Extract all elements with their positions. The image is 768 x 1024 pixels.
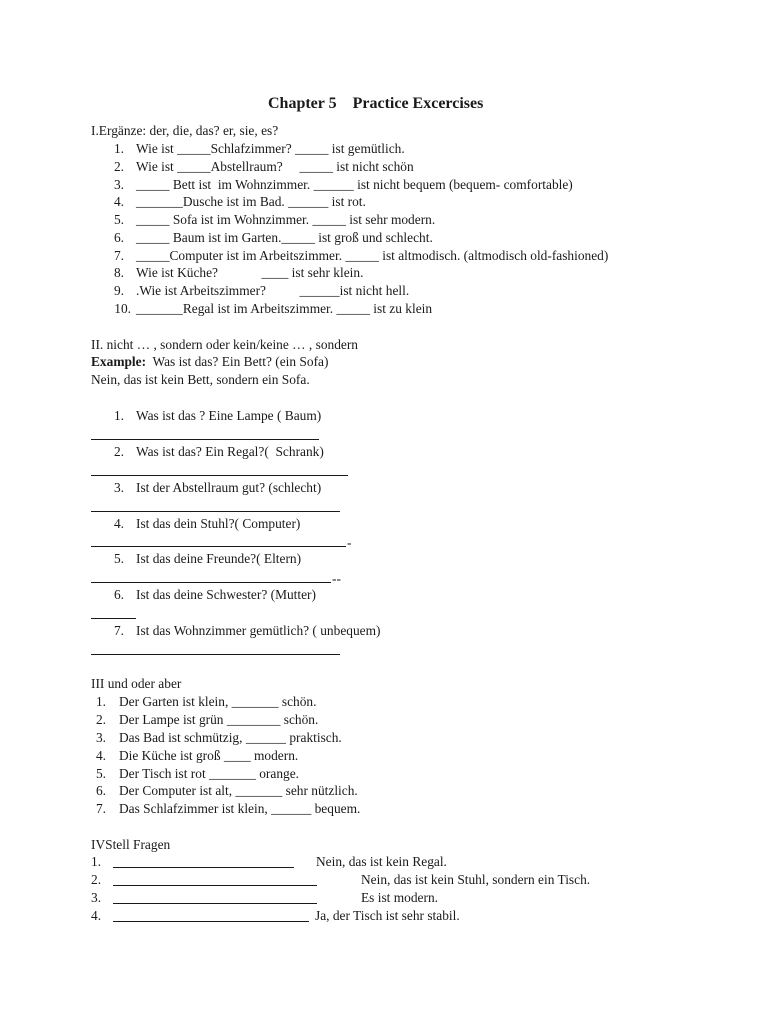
s2-item-text: Ist der Abstellraum gut? (schlecht) bbox=[136, 480, 322, 495]
s1-item-text: _____Computer ist im Arbeitszimmer. _____ ist altmodisch. (altmodisch old-fashioned) bbox=[136, 248, 609, 263]
s1-item-text: Wie ist Küche? ____ ist sehr klein. bbox=[136, 265, 364, 280]
s2-item-number: 5. bbox=[113, 551, 124, 566]
s2-item-number: 2. bbox=[113, 444, 124, 459]
s4-item-text: Ja, der Tisch ist sehr stabil. bbox=[315, 908, 460, 923]
s2-item-number: 3. bbox=[113, 480, 124, 495]
s1-item-text: _______Regal ist im Arbeitszimmer. _____ ist zu klein bbox=[136, 301, 433, 316]
s3-item-text: Der Lampe ist grün ________ schön. bbox=[119, 712, 319, 727]
s1-item-number: 2. bbox=[113, 159, 124, 174]
answer-line[interactable] bbox=[91, 511, 340, 512]
answer-line-tail: - bbox=[347, 535, 352, 550]
example-question: Was ist das? Ein Bett? (ein Sofa) bbox=[146, 354, 329, 369]
s1-item-text: .Wie ist Arbeitszimmer? ______ist nicht hell. bbox=[136, 283, 410, 298]
s2-item-number: 1. bbox=[113, 408, 124, 423]
answer-line[interactable] bbox=[91, 475, 348, 476]
answer-line[interactable] bbox=[91, 654, 340, 655]
s2-item-text: Ist das deine Schwester? (Mutter) bbox=[136, 587, 316, 602]
s2-item-text: Was ist das? Ein Regal?( Schrank) bbox=[136, 444, 324, 459]
s1-item-text: _______Dusche ist im Bad. ______ ist rot. bbox=[136, 194, 366, 209]
s1-item-text: _____ Bett ist im Wohnzimmer. ______ ist nicht bequem (bequem- comfortable) bbox=[136, 177, 573, 192]
s4-item-number: 4. bbox=[91, 908, 102, 923]
answer-line[interactable] bbox=[91, 439, 319, 440]
question-answer-line[interactable] bbox=[113, 885, 317, 886]
section2-heading: II. nicht … , sondern oder kein/keine … , sondern bbox=[91, 337, 359, 352]
s3-item-text: Der Computer ist alt, _______ sehr nützlich. bbox=[119, 783, 358, 798]
s4-item-number: 2. bbox=[91, 872, 102, 887]
s3-item-number: 4. bbox=[95, 748, 106, 763]
s3-item-number: 3. bbox=[95, 730, 106, 745]
answer-line[interactable] bbox=[91, 546, 346, 547]
section1-heading: I.Ergänze: der, die, das? er, sie, es? bbox=[91, 123, 279, 138]
example-label: Example: bbox=[91, 354, 147, 369]
section4-heading: IVStell Fragen bbox=[91, 837, 171, 852]
s1-item-text: _____ Baum ist im Garten._____ ist groß und schlecht. bbox=[136, 230, 433, 245]
s2-item-text: Ist das deine Freunde?( Eltern) bbox=[136, 551, 302, 566]
s4-item-number: 1. bbox=[91, 854, 102, 869]
question-answer-line[interactable] bbox=[113, 903, 317, 904]
s1-item-number: 5. bbox=[113, 212, 124, 227]
question-answer-line[interactable] bbox=[113, 867, 294, 868]
s1-item-number: 9. bbox=[113, 283, 124, 298]
s1-item-number: 8. bbox=[113, 265, 124, 280]
s3-item-number: 6. bbox=[95, 783, 106, 798]
s1-item-number: 3. bbox=[113, 177, 124, 192]
page-title: Chapter 5 Practice Excercises bbox=[268, 95, 484, 112]
s3-item-number: 2. bbox=[95, 712, 106, 727]
s2-item-text: Ist das dein Stuhl?( Computer) bbox=[136, 516, 301, 531]
s1-item-number: 7. bbox=[113, 248, 124, 263]
s3-item-text: Der Garten ist klein, _______ schön. bbox=[119, 694, 317, 709]
s1-item-number: 6. bbox=[113, 230, 124, 245]
s3-item-text: Der Tisch ist rot _______ orange. bbox=[119, 766, 300, 781]
s4-item-text: Nein, das ist kein Stuhl, sondern ein Tisch. bbox=[361, 872, 591, 887]
s1-item-number: 10. bbox=[114, 301, 131, 316]
s1-item-number: 4. bbox=[113, 194, 124, 209]
s3-item-text: Das Schlafzimmer ist klein, ______ bequem. bbox=[119, 801, 361, 816]
s2-item-text: Ist das Wohnzimmer gemütlich? ( unbequem) bbox=[136, 623, 381, 638]
s1-item-text: _____ Sofa ist im Wohnzimmer. _____ ist sehr modern. bbox=[136, 212, 436, 227]
section3-heading: III und oder aber bbox=[91, 676, 182, 691]
s3-item-number: 7. bbox=[95, 801, 106, 816]
s2-item-number: 7. bbox=[113, 623, 124, 638]
s3-item-number: 1. bbox=[95, 694, 106, 709]
s1-item-text: Wie ist _____Abstellraum? _____ ist nicht schön bbox=[136, 159, 414, 174]
s4-item-number: 3. bbox=[91, 890, 102, 905]
s4-item-text: Es ist modern. bbox=[361, 890, 438, 905]
s1-item-text: Wie ist _____Schlafzimmer? _____ ist gemütlich. bbox=[136, 141, 405, 156]
s2-item-text: Was ist das ? Eine Lampe ( Baum) bbox=[136, 408, 322, 423]
s1-item-number: 1. bbox=[113, 141, 124, 156]
answer-line-tail: -- bbox=[332, 571, 341, 586]
answer-line[interactable] bbox=[91, 582, 331, 583]
s3-item-text: Die Küche ist groß ____ modern. bbox=[119, 748, 299, 763]
s2-item-number: 4. bbox=[113, 516, 124, 531]
example-line bbox=[91, 355, 328, 368]
answer-line[interactable] bbox=[91, 618, 136, 619]
example-answer: Nein, das ist kein Bett, sondern ein Sofa. bbox=[91, 372, 310, 387]
question-answer-line[interactable] bbox=[113, 921, 309, 922]
s3-item-number: 5. bbox=[95, 766, 106, 781]
s2-item-number: 6. bbox=[113, 587, 124, 602]
s3-item-text: Das Bad ist schmützig, ______ praktisch. bbox=[119, 730, 342, 745]
s4-item-text: Nein, das ist kein Regal. bbox=[316, 854, 447, 869]
